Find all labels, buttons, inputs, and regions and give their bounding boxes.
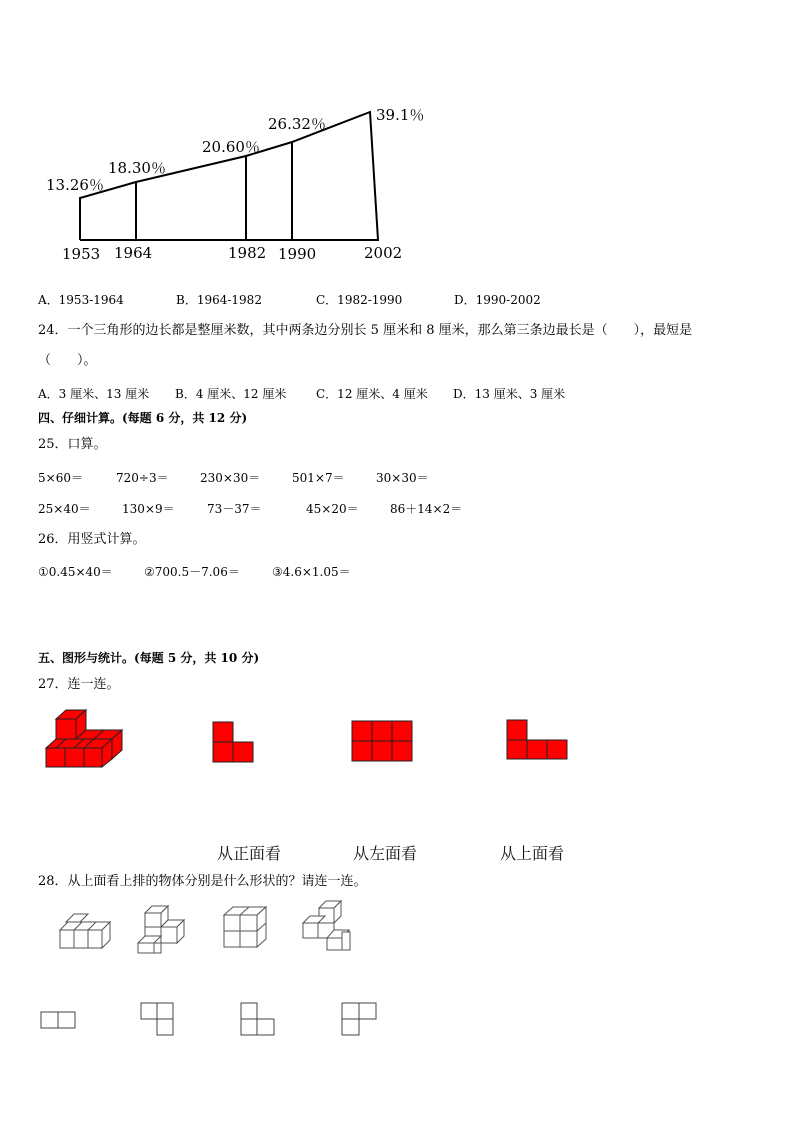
q23-option-c: C．1982-1990 (316, 293, 403, 307)
top-view-shape-1 (41, 1012, 75, 1028)
year-label-1982: 1982 (228, 244, 267, 262)
q24-question: 24．一个三角形的边长都是整厘米数，其中两条边分别长 5 厘米和 8 厘米，那么第三条边最长是（ ），最短是 (38, 323, 693, 338)
q23-option-d: D．1990-2002 (454, 293, 541, 307)
q27-title: 27．连一连。 (38, 677, 120, 692)
oral-calc-item: 5×60＝ (38, 471, 83, 485)
vertical-calc-item-2: ②700.5－7.06＝ (144, 565, 240, 579)
pct-label-1953: 13.26％ (46, 176, 104, 194)
vertical-calc-item-3: ③4.6×1.05＝ (272, 565, 351, 579)
q28-title: 28．从上面看上排的物体分别是什么形状的？请连一连。 (38, 874, 367, 889)
section-5-title: 五、图形与统计。(每题 5 分，共 10 分) (38, 651, 260, 665)
oral-calc-item: 45×20＝ (306, 502, 359, 516)
q25-title: 25．口算。 (38, 437, 107, 452)
top-view-shape-4 (342, 1003, 376, 1035)
oral-calc-item: 130×9＝ (122, 502, 175, 516)
q23-option-a: A．1953-1964 (38, 293, 124, 307)
q24-option-b: B．4 厘米、12 厘米 (175, 387, 287, 401)
year-label-1990: 1990 (278, 245, 317, 263)
pct-label-2002: 39.1％ (376, 106, 425, 124)
oral-calc-item: 230×30＝ (200, 471, 261, 485)
year-label-2002: 2002 (364, 244, 403, 262)
oral-calc-item: 86＋14×2＝ (390, 502, 463, 516)
oral-calc-item: 501×7＝ (292, 471, 345, 485)
q26-title: 26．用竖式计算。 (38, 532, 146, 547)
oral-calc-item: 25×40＝ (38, 502, 91, 516)
pct-label-1964: 18.30％ (108, 159, 166, 177)
oral-calc-item: 720÷3＝ (116, 471, 169, 485)
section-4-title: 四、仔细计算。(每题 6 分，共 12 分) (38, 411, 248, 425)
top-view-shape-3 (241, 1003, 274, 1035)
q24-question-cont: （ ）。 (38, 353, 97, 368)
oral-calc-item: 30×30＝ (376, 471, 429, 485)
q24-option-c: C．12 厘米、4 厘米 (316, 387, 428, 401)
year-label-1953: 1953 (62, 245, 101, 263)
view-label-left: 从左面看 (353, 844, 418, 863)
top-view-shape-2 (141, 1003, 173, 1035)
pct-label-1990: 26.32％ (268, 115, 326, 133)
view-label-front: 从正面看 (217, 844, 282, 863)
view-label-top: 从上面看 (500, 844, 565, 863)
year-label-1964: 1964 (114, 244, 153, 262)
pct-label-1982: 20.60％ (202, 138, 260, 156)
q23-option-b: B．1964-1982 (176, 293, 262, 307)
vertical-calc-item-1: ①0.45×40＝ (38, 565, 113, 579)
q24-option-a: A．3 厘米、13 厘米 (38, 387, 150, 401)
q24-option-d: D．13 厘米、3 厘米 (453, 387, 566, 401)
oral-calc-item: 73－37＝ (207, 502, 262, 516)
